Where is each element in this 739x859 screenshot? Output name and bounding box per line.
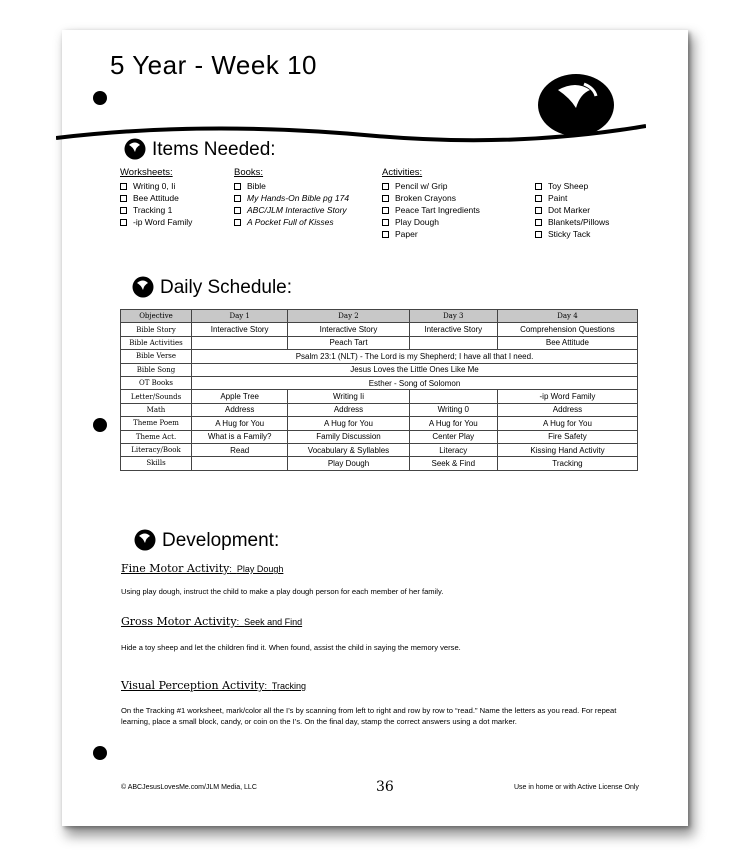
table-cell: A Hug for You — [192, 417, 288, 430]
visual-perception-value: Tracking — [271, 681, 307, 691]
page-number: 36 — [376, 779, 394, 795]
list-item: Dot Marker — [535, 205, 590, 215]
table-cell: Interactive Story — [288, 323, 409, 336]
footer-copyright: © ABCJesusLovesMe.com/JLM Media, LLC — [121, 784, 257, 791]
list-item: Peace Tart Ingredients — [382, 205, 480, 215]
table-cell: Seek & Find — [409, 457, 497, 470]
list-item: Toy Sheep — [535, 181, 588, 191]
table-row — [121, 443, 638, 456]
fine-motor-label: Fine Motor Activity — [121, 562, 230, 575]
visual-perception-heading: Visual Perception Activity: Tracking — [121, 679, 307, 692]
column-header: Day 1 — [192, 310, 288, 323]
schedule-table — [120, 309, 638, 471]
visual-perception-text: On the Tracking #1 worksheet, mark/color all the I’s by scanning from left to right and row by row to “read.” Name the letters as you read. For repeat learning, place a small block, candy, or coin on the I’s. On the final day, stamp the correct answers using a dot marker. — [121, 706, 617, 726]
items-needed-heading: Items Needed: — [152, 139, 276, 160]
table-row — [121, 417, 638, 430]
page-title: 5 Year - Week 10 — [110, 50, 317, 80]
list-item: Pencil w/ Grip — [382, 181, 447, 191]
column-header: Day 4 — [497, 310, 637, 323]
row-label: Math — [121, 403, 192, 416]
row-label: Literacy/Book — [121, 443, 192, 456]
row-label: OT Books — [121, 376, 192, 389]
row-label: Bible Activities — [121, 336, 192, 349]
table-row — [121, 430, 638, 443]
list-item: Writing 0, Ii — [120, 181, 175, 191]
list-item: Play Dough — [382, 217, 439, 227]
table-row — [121, 323, 638, 336]
gross-motor-value: Seek and Find — [244, 617, 303, 627]
section-logo-icon — [132, 276, 154, 298]
development-heading: Development: — [162, 530, 280, 551]
section-logo-icon — [134, 529, 156, 551]
row-label: Skills — [121, 457, 192, 470]
table-cell: Kissing Hand Activity — [497, 443, 637, 456]
column-header: Day 2 — [288, 310, 409, 323]
table-cell — [409, 336, 497, 349]
activities-heading: Activities: — [382, 167, 423, 178]
table-cell: Family Discussion — [288, 430, 409, 443]
table-cell: -ip Word Family — [497, 390, 637, 403]
table-cell: Literacy — [409, 443, 497, 456]
table-cell: Interactive Story — [192, 323, 288, 336]
table-cell: Tracking — [497, 457, 637, 470]
table-cell: Peach Tart — [288, 336, 409, 349]
table-row — [121, 403, 638, 416]
table-cell: Fire Safety — [497, 430, 637, 443]
table-cell: Center Play — [409, 430, 497, 443]
table-row — [121, 390, 638, 403]
row-label: Bible Story — [121, 323, 192, 336]
gross-motor-heading: Gross Motor Activity: Seek and Find — [121, 615, 303, 628]
row-label: Bible Song — [121, 363, 192, 376]
list-item: Bible — [234, 181, 266, 191]
table-cell: Address — [192, 403, 288, 416]
table-cell: A Hug for You — [288, 417, 409, 430]
fine-motor-value: Play Dough — [236, 564, 284, 574]
table-cell: Comprehension Questions — [497, 323, 637, 336]
fine-motor-text: Using play dough, instruct the child to make a play dough person for each member of her family. — [121, 587, 444, 596]
table-cell: What is a Family? — [192, 430, 288, 443]
table-cell: Jesus Loves the Little Ones Like Me — [192, 363, 638, 376]
list-item: Tracking 1 — [120, 205, 172, 215]
table-row — [121, 376, 638, 389]
table-row — [121, 336, 638, 349]
column-header: Day 3 — [409, 310, 497, 323]
gross-motor-label: Gross Motor Activity — [121, 615, 237, 628]
section-logo-icon — [124, 138, 146, 160]
fine-motor-heading: Fine Motor Activity: Play Dough — [121, 562, 284, 575]
table-cell: Apple Tree — [192, 390, 288, 403]
table-cell: A Hug for You — [409, 417, 497, 430]
table-cell — [192, 336, 288, 349]
books-heading: Books: — [234, 167, 264, 178]
binder-hole — [93, 746, 107, 760]
row-label: Theme Poem — [121, 417, 192, 430]
table-cell: Interactive Story — [409, 323, 497, 336]
table-row — [121, 363, 638, 376]
table-cell: Psalm 23:1 (NLT) - The Lord is my Shepherd; I have all that I need. — [192, 350, 638, 363]
table-cell: Writing 0 — [409, 403, 497, 416]
table-cell: Writing Ii — [288, 390, 409, 403]
table-cell: A Hug for You — [497, 417, 637, 430]
list-item: A Pocket Full of Kisses — [234, 217, 334, 227]
worksheets-heading: Worksheets: — [120, 167, 173, 178]
list-item: Paint — [535, 193, 567, 203]
list-item: Paper — [382, 229, 418, 239]
footer-license: Use in home or with Active License Only — [514, 784, 639, 791]
list-item: Blankets/Pillows — [535, 217, 609, 227]
list-item: My Hands-On Bible pg 174 — [234, 193, 349, 203]
visual-perception-label: Visual Perception Activity — [121, 679, 265, 692]
row-label: Letter/Sounds — [121, 390, 192, 403]
column-header: Objective — [121, 310, 192, 323]
table-cell: Bee Attitude — [497, 336, 637, 349]
list-item: Bee Attitude — [120, 193, 179, 203]
table-cell — [409, 390, 497, 403]
list-item: -ip Word Family — [120, 217, 192, 227]
table-header-row — [121, 310, 638, 323]
table-cell: Vocabulary & Syllables — [288, 443, 409, 456]
table-cell: Esther - Song of Solomon — [192, 376, 638, 389]
daily-schedule-heading: Daily Schedule: — [160, 277, 293, 298]
table-row — [121, 457, 638, 470]
row-label: Bible Verse — [121, 350, 192, 363]
table-cell: Address — [497, 403, 637, 416]
table-row — [121, 350, 638, 363]
table-cell: Read — [192, 443, 288, 456]
list-item: ABC/JLM Interactive Story — [234, 205, 347, 215]
list-item: Broken Crayons — [382, 193, 456, 203]
binder-hole — [93, 418, 107, 432]
table-cell — [192, 457, 288, 470]
row-label: Theme Act. — [121, 430, 192, 443]
binder-hole — [93, 91, 107, 105]
list-item: Sticky Tack — [535, 229, 590, 239]
table-cell: Address — [288, 403, 409, 416]
gross-motor-text: Hide a toy sheep and let the children find it. When found, assist the child in saying the memory verse. — [121, 643, 461, 652]
table-cell: Play Dough — [288, 457, 409, 470]
